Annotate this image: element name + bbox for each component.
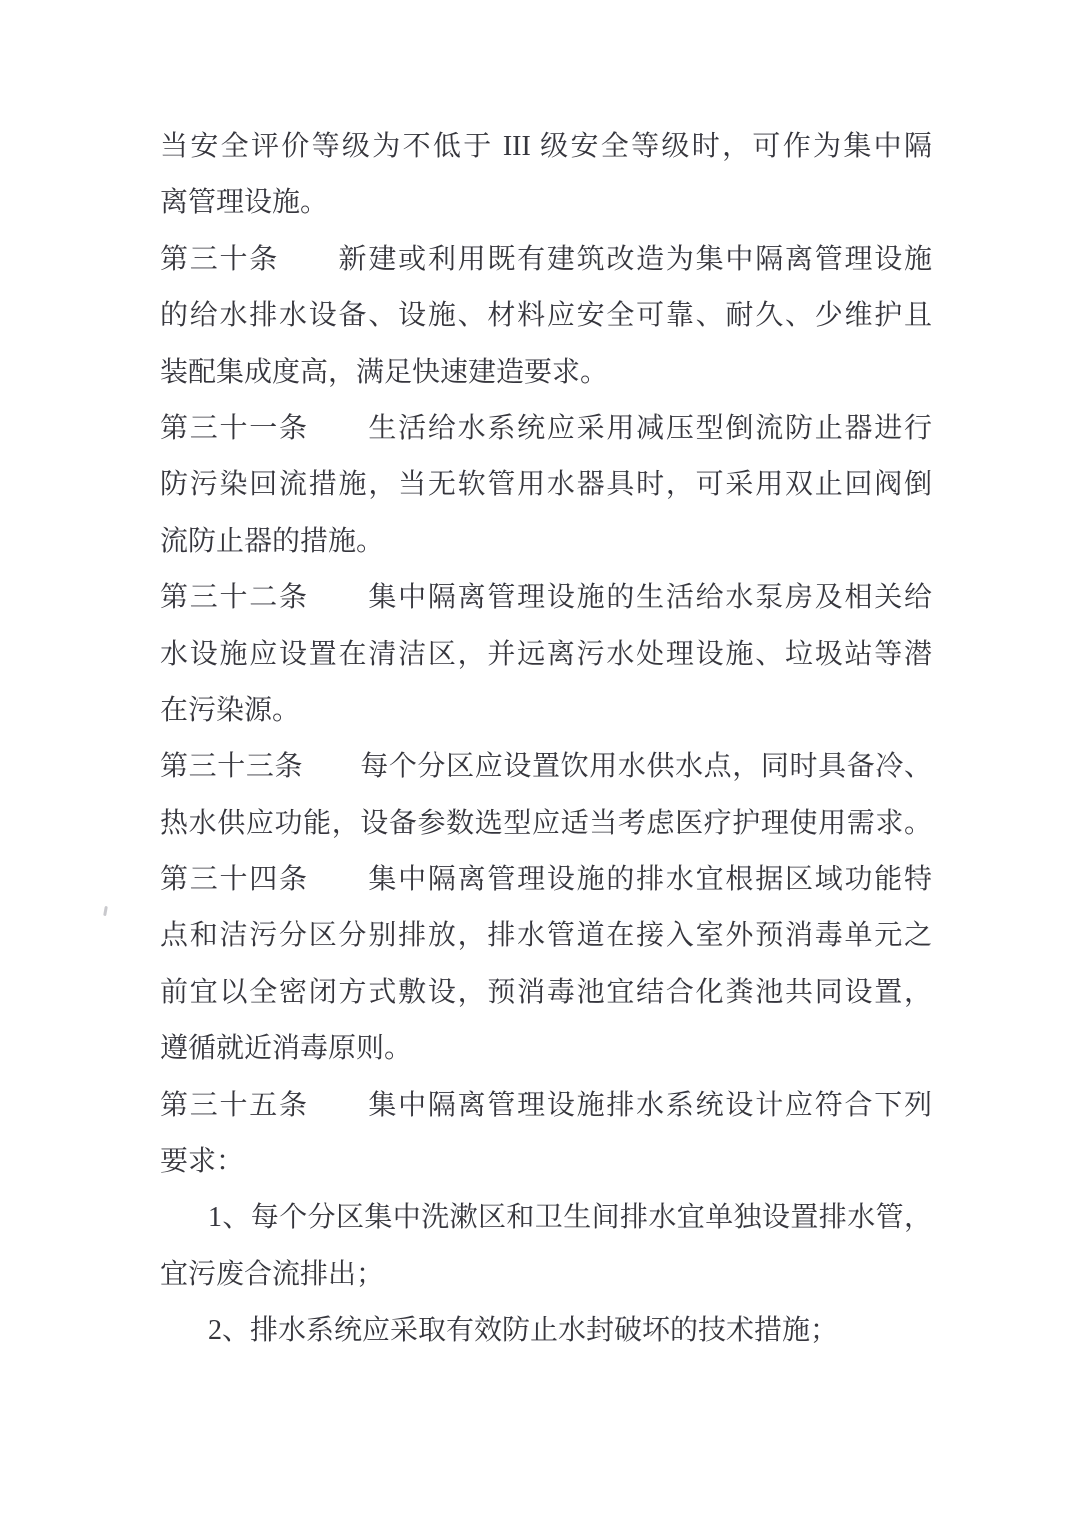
text-line: 在污染源。	[160, 694, 301, 726]
text-line: 热水供应功能，设备参数选型应适当考虑医疗护理使用需求。	[160, 807, 932, 839]
text-line-article-32: 第三十二条 集中隔离管理设施的生活给水泵房及相关给	[160, 582, 932, 614]
text-line-list-item-2: 2、排水系统应采取有效防止水封破坏的技术措施；	[208, 1315, 839, 1347]
text-line: 宜污废合流排出；	[160, 1258, 385, 1290]
text-line: 流防止器的措施。	[160, 525, 385, 557]
text-line: 水设施应设置在清洁区，并远离污水处理设施、垃圾站等潜	[160, 638, 932, 670]
text-line-list-item-1: 1、每个分区集中洗漱区和卫生间排水宜单独设置排水管，	[208, 1202, 932, 1234]
text-line: 点和洁污分区分别排放，排水管道在接入室外预消毒单元之	[160, 920, 932, 952]
text-line: 防污染回流措施，当无软管用水器具时，可采用双止回阀倒	[160, 469, 932, 501]
text-line: 装配集成度高，满足快速建造要求。	[160, 356, 609, 388]
text-line: 要求：	[160, 1146, 245, 1178]
text-line: 的给水排水设备、设施、材料应安全可靠、耐久、少维护且	[160, 300, 932, 332]
text-line-article-30: 第三十条 新建或利用既有建筑改造为集中隔离管理设施	[160, 243, 932, 275]
text-line: 当安全评价等级为不低于 III 级安全等级时，可作为集中隔	[160, 131, 932, 162]
text-line-article-33: 第三十三条 每个分区应设置饮用水供水点，同时具备冷、	[160, 751, 932, 783]
text-line: 离管理设施。	[160, 187, 329, 219]
text-line-article-31: 第三十一条 生活给水系统应采用减压型倒流防止器进行	[160, 412, 932, 444]
text-line: 遵循就近消毒原则。	[160, 1033, 413, 1065]
text-line-article-35: 第三十五条 集中隔离管理设施排水系统设计应符合下列	[160, 1089, 932, 1121]
text-line: 前宜以全密闭方式敷设，预消毒池宜结合化粪池共同设置，	[160, 976, 932, 1008]
text-line-article-34: 第三十四条 集中隔离管理设施的排水宜根据区域功能特	[160, 864, 932, 896]
